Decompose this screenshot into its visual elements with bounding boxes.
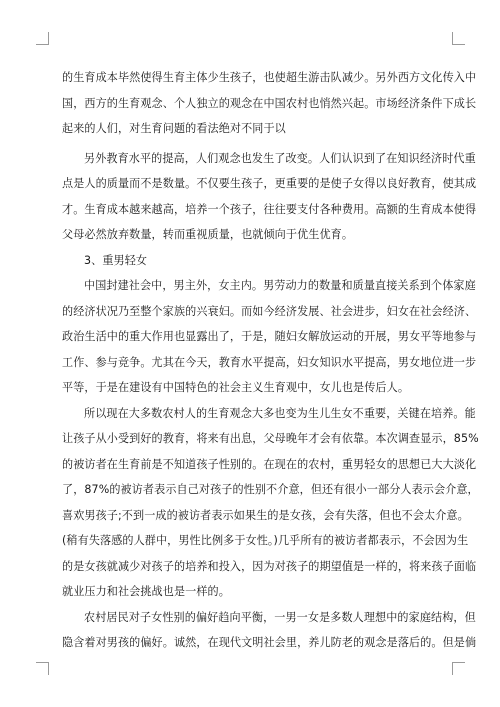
text-line: 了，87%的被访者表示自己对孩子的性别不介意，但还有很小一部分人表示会介意，: [62, 483, 479, 496]
text-line: 喜欢男孩子;不到一成的被访者表示如果生的是女孩，会有失落，但也不会太介意。: [62, 508, 469, 522]
text-line: 让孩子从小受到好的教育，将来有出息，父母晚年才会有依靠。本次调查显示，85%: [62, 432, 479, 445]
text-line: 的生育成本毕然使得生育主体少生孩子，也使超生游击队减少。另外西方文化传入中: [62, 71, 477, 84]
text-line: (稍有失落感的人群中，男性比例多于女性。)几乎所有的被访者都表示，不会因为生: [62, 534, 469, 547]
crop-mark-top-right: [452, 32, 465, 45]
text-line: 中国封建社会中，男主外，女主内。男劳动力的数量和质量直接关系到个体家庭: [84, 279, 476, 292]
body-text: [62, 65, 479, 656]
text-line: 另外教育水平的提高，人们观念也发生了改变。人们认识到了在知识经济时代重: [84, 151, 476, 165]
text-line: 点是人的质量而不是数量。不仅要生孩子，更重要的是使子女得以良好教育，使其成: [62, 177, 477, 190]
text-line: 的是女孩就减少对孩子的培养和投入，因为对孩子的期望值是一样的，将来孩子面临: [62, 559, 477, 573]
text-line: 才。生育成本越来越高，培养一个孩子，往往要支付各种费用。高额的生育成本使得: [62, 202, 477, 216]
crop-mark-bottom-left: [36, 662, 49, 675]
crop-mark-bottom-right: [452, 662, 465, 675]
text-line: 的被访者在生育前是不知道孩子性别的。在现在的农村，重男轻女的思想已大大淡化: [62, 457, 477, 471]
text-line: 就业压力和社会挑战也是一样的。: [62, 585, 230, 598]
text-line: 政治生活中的重大作用也显露出了，于是，随妇女解放运动的开展，男女平等地参与: [62, 330, 477, 343]
text-line: 隐含着对男孩的偏好。诚然，在现代文明社会里，养儿防老的观念是落后的。但是倘: [62, 636, 477, 649]
text-line: 起来的人们，对生育问题的看法绝对不同于以: [62, 122, 286, 135]
text-line: 工作、参与竞争。尤其在今天，教育水平提高，妇女知识水平提高，男女地位进一步: [62, 355, 477, 369]
text-line: 所以现在大多数农村人的生育观念大多也变为生儿生女不重要，关键在培养。能: [84, 406, 476, 420]
text-line: 国，西方的生育观念、个人独立的观念在中国农村也悄然兴起。市场经济条件下成长: [62, 96, 477, 110]
text-line: 平等，于是在建设有中国特色的社会主义生育观中，女儿也是传后人。: [62, 381, 410, 394]
text-line: 父母必然放弃数量，转而重视质量，也就倾向于优生优育。: [62, 228, 354, 241]
crop-mark-top-left: [36, 32, 49, 45]
section-heading: 3、重男轻女: [84, 253, 148, 267]
text-line: 的经济状况乃至整个家族的兴衰妇。而如今经济发展、社会进步，妇女在社会经济、: [62, 304, 477, 318]
text-line: 农村居民对子女性别的偏好趋向平衡，一男一女是多数人理想中的家庭结构，但: [84, 610, 476, 624]
